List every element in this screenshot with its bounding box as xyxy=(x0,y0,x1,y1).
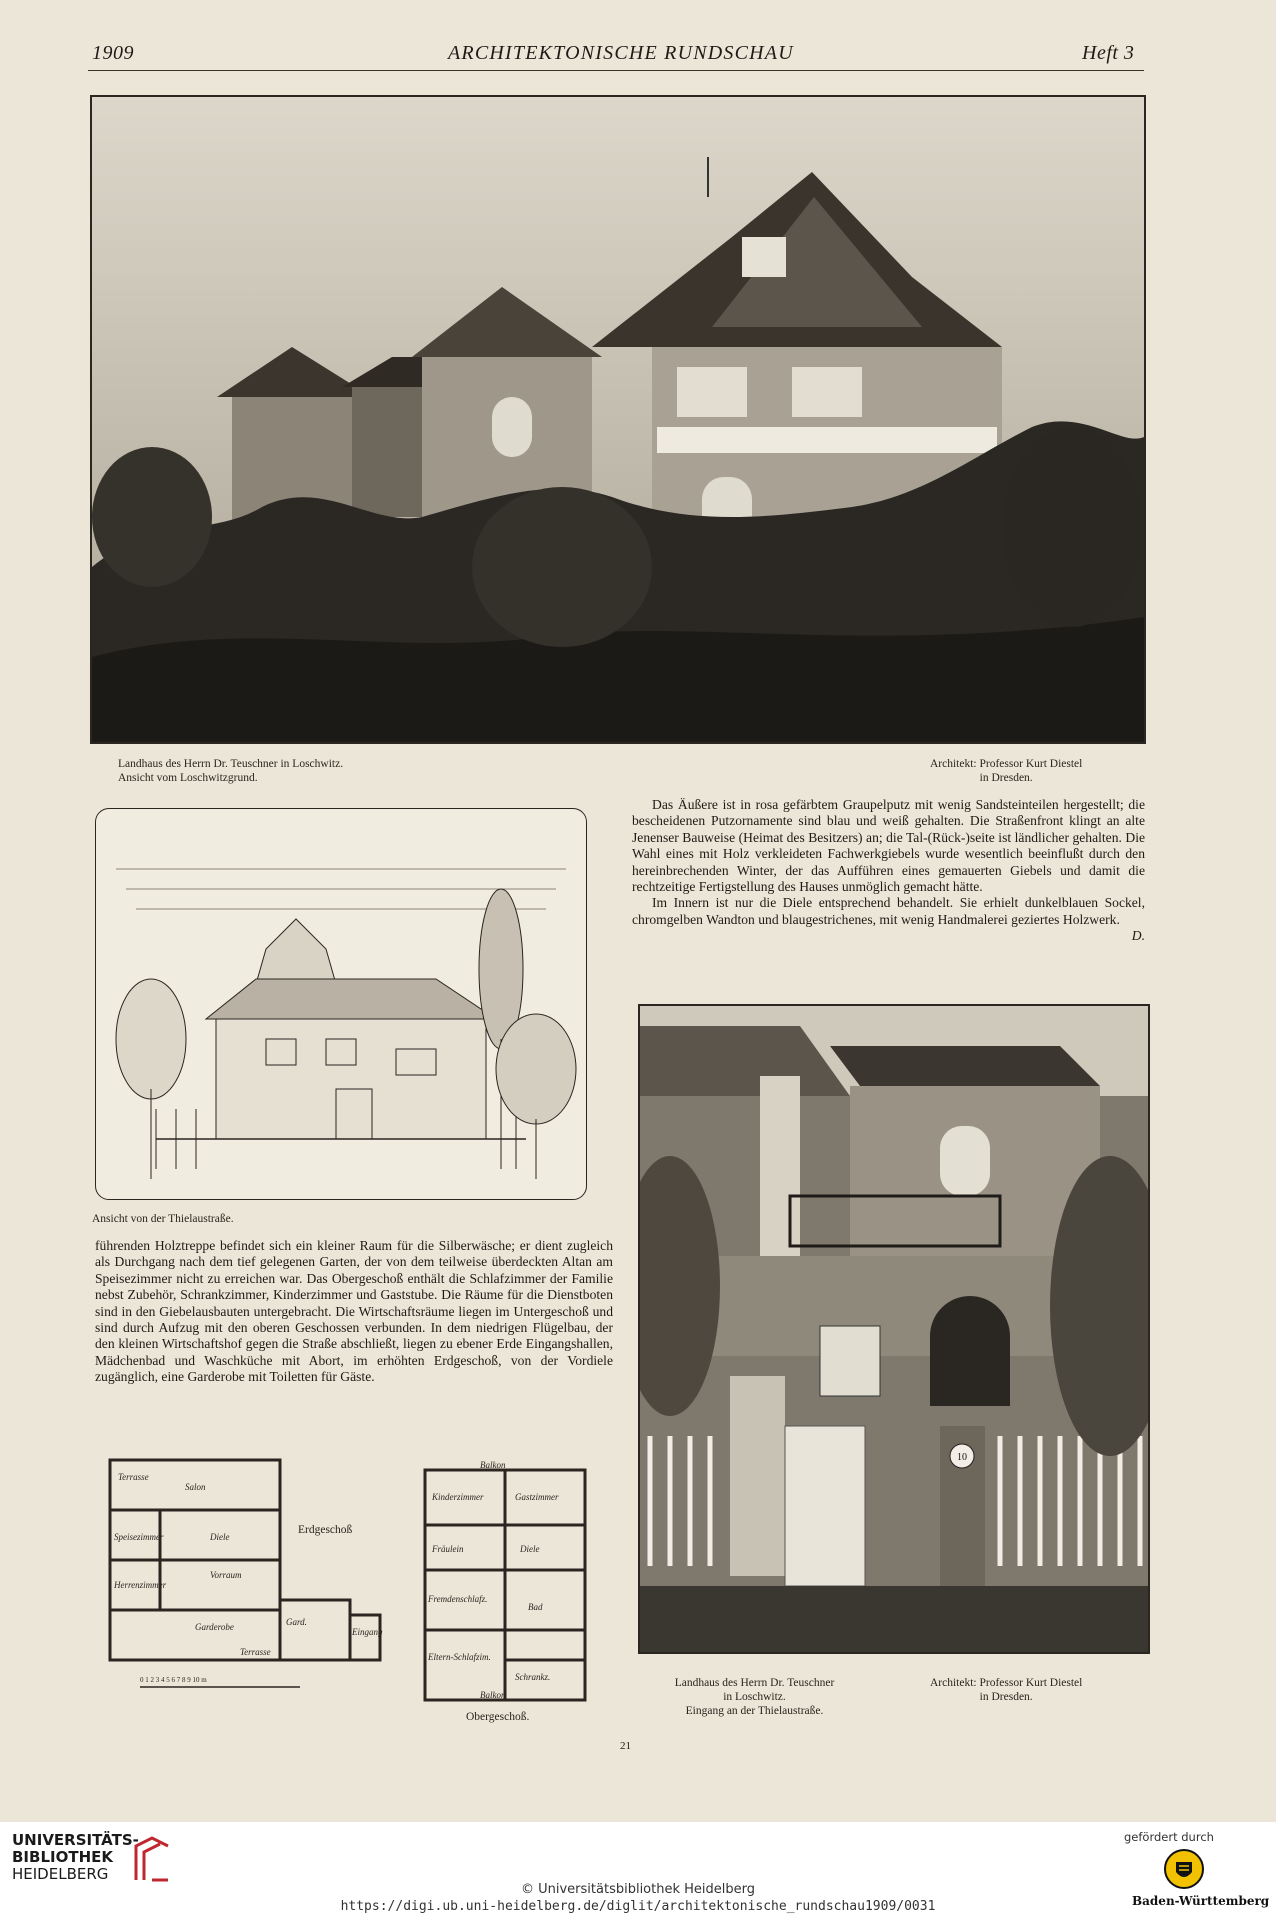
header-year: 1909 xyxy=(92,42,134,64)
header-issue: Heft 3 xyxy=(1082,42,1135,64)
funded-by-label: gefördert durch xyxy=(1124,1830,1214,1844)
room-label: Schrankz. xyxy=(515,1672,551,1682)
ground-floor-plan-drawing xyxy=(100,1450,390,1698)
villa-photograph xyxy=(90,95,1146,744)
text-paragraph xyxy=(632,895,1145,944)
room-label: Diele xyxy=(520,1544,540,1554)
library-line-2: BIBLIOTHEK xyxy=(12,1848,113,1866)
photo1-architect-city: in Dresden. xyxy=(979,772,1033,784)
photo1-caption-line: Landhaus des Herrn Dr. Teuschner in Loschwitz. xyxy=(118,758,344,770)
photo2-caption-line: Eingang an der Thielaustraße. xyxy=(685,1705,824,1717)
right-column-text xyxy=(632,797,1145,945)
digitization-footer xyxy=(0,1822,1276,1917)
state-coat-of-arms-icon xyxy=(1163,1848,1205,1890)
upper-floor-label: Obergeschoß. xyxy=(466,1711,530,1723)
room-label: Gastzimmer xyxy=(515,1492,559,1502)
room-label: Balkon xyxy=(480,1690,506,1700)
photo1-architect: Architekt: Professor Kurt Diestel xyxy=(930,758,1083,770)
room-label: Eltern-Schlafzim. xyxy=(428,1652,491,1662)
library-line-3: HEIDELBERG xyxy=(12,1865,109,1883)
room-label: Herrenzimmer xyxy=(114,1580,167,1590)
sketch-drawing xyxy=(96,809,586,1199)
entrance-photograph xyxy=(638,1004,1150,1654)
library-line-1: UNIVERSITÄTS- xyxy=(12,1831,139,1849)
ground-floor-plan xyxy=(100,1450,390,1698)
room-label: Speisezimmer xyxy=(114,1532,164,1542)
upper-floor-plan xyxy=(420,1460,590,1705)
photo2-caption-line: in Loschwitz. xyxy=(723,1691,786,1703)
library-name xyxy=(12,1832,139,1883)
permalink-url[interactable]: https://digi.ub.uni-heidelberg.de/diglit/architektonische_rundschau1909/0031 xyxy=(340,1899,936,1914)
photo1-caption-line: Ansicht vom Loschwitzgrund. xyxy=(118,772,258,784)
room-label: Balkon xyxy=(480,1460,506,1470)
room-label: Kinderzimmer xyxy=(432,1492,484,1502)
house-number: 10 xyxy=(957,1452,967,1463)
left-column-text xyxy=(95,1238,613,1386)
photo1-caption-left xyxy=(118,757,343,785)
room-label: Vorraum xyxy=(210,1570,242,1580)
photo1-caption-right xyxy=(930,757,1082,785)
room-label: Gard. xyxy=(286,1617,307,1627)
library-logo-icon xyxy=(132,1834,172,1884)
sketch-caption: Ansicht von der Thielaustraße. xyxy=(92,1213,234,1225)
street-view-sketch xyxy=(95,808,587,1200)
villa-photo-drawing xyxy=(92,97,1144,742)
header-journal-title: ARCHITEKTONISCHE RUNDSCHAU xyxy=(448,42,794,64)
copyright-notice: © Universitätsbibliothek Heidelberg xyxy=(520,1882,755,1897)
room-label: Diele xyxy=(210,1532,230,1542)
page-number: 21 xyxy=(620,1740,631,1752)
room-label: Garderobe xyxy=(195,1622,234,1632)
photo2-caption-line: Landhaus des Herrn Dr. Teuschner xyxy=(674,1677,835,1689)
room-label: Eingang xyxy=(352,1627,383,1637)
room-label: Terrasse xyxy=(118,1472,149,1482)
room-label: Fremdenschlafz. xyxy=(428,1594,488,1604)
author-signature: D. xyxy=(1131,928,1145,944)
room-label: Bad xyxy=(528,1602,543,1612)
text-paragraph: Das Äußere ist in rosa gefärbtem Graupelputz mit wenig Sandsteinteilen hergestellt; die bescheidenen Putzornamente sind blau und weiß gehalten. Die Straßenfront klingt an alte Jenenser Bauweise (Heimat des Besitzers) an; die Tal-(Rück-)seite ist ländlicher gehalten. Die Wahl eines mit Holz verkleideten Fachwerkgiebels wurde wesentlich beeinflußt durch den hereinbrechenden Winter, der das Aufführen eines gemauerten Giebels und damit die rechtzeitige Fertigstellung des Hauses unmöglich gemacht hätte. xyxy=(632,797,1145,895)
header-rule xyxy=(88,70,1144,71)
upper-floor-plan-drawing xyxy=(420,1460,590,1705)
photo2-caption-left xyxy=(652,1676,857,1718)
ground-floor-label: Erdgeschoß xyxy=(298,1524,353,1536)
room-label: Fräulein xyxy=(432,1544,464,1554)
room-label: Terrasse xyxy=(240,1647,271,1657)
room-label: Salon xyxy=(185,1482,206,1492)
funder-name: Baden-Württemberg xyxy=(1132,1894,1270,1908)
text-paragraph: führenden Holztreppe befindet sich ein kleiner Raum für die Silberwäsche; er dient zugleich als Durchgang nach dem tief gelegenen Garten, der von dem teilweise überdeckten Altan am Speisezimmer nicht zu erreichen war. Das Obergeschoß enthält die Schlafzimmer der Familie nebst Zubehör, Schrankzimmer, Kinderzimmer und Gaststube. Die Räume für die Dienstboten sind in den Giebelausbauten untergebracht. Die Wirtschaftsräume liegen im Untergeschoß und sind durch Aufzug mit den oberen Geschossen verbunden. In dem niedrigen Flügelbau, der den kleinen Wirtschaftshof gegen die Straße abschließt, liegen zu ebener Erde Eingangshallen, Mädchenbad und Waschküche mit Abort, im erhöhten Erdgeschoß, von der Vordiele zugänglich, eine Garderobe mit Toiletten für Gäste. xyxy=(95,1238,613,1385)
entrance-photo-drawing xyxy=(640,1006,1148,1652)
plan-scale: 0 1 2 3 4 5 6 7 8 9 10 m xyxy=(140,1676,207,1684)
photo2-architect: Architekt: Professor Kurt Diestel xyxy=(930,1677,1083,1689)
paragraph-text: Im Innern ist nur die Diele entsprechend behandelt. Sie erhielt dunkelblauen Sockel, chromgelben Wandton und blaugestrichenes, mit wenig Handmalerei geziertes Holzwerk. xyxy=(632,895,1145,927)
photo2-architect-city: in Dresden. xyxy=(979,1691,1033,1703)
photo2-caption-right xyxy=(930,1676,1082,1704)
